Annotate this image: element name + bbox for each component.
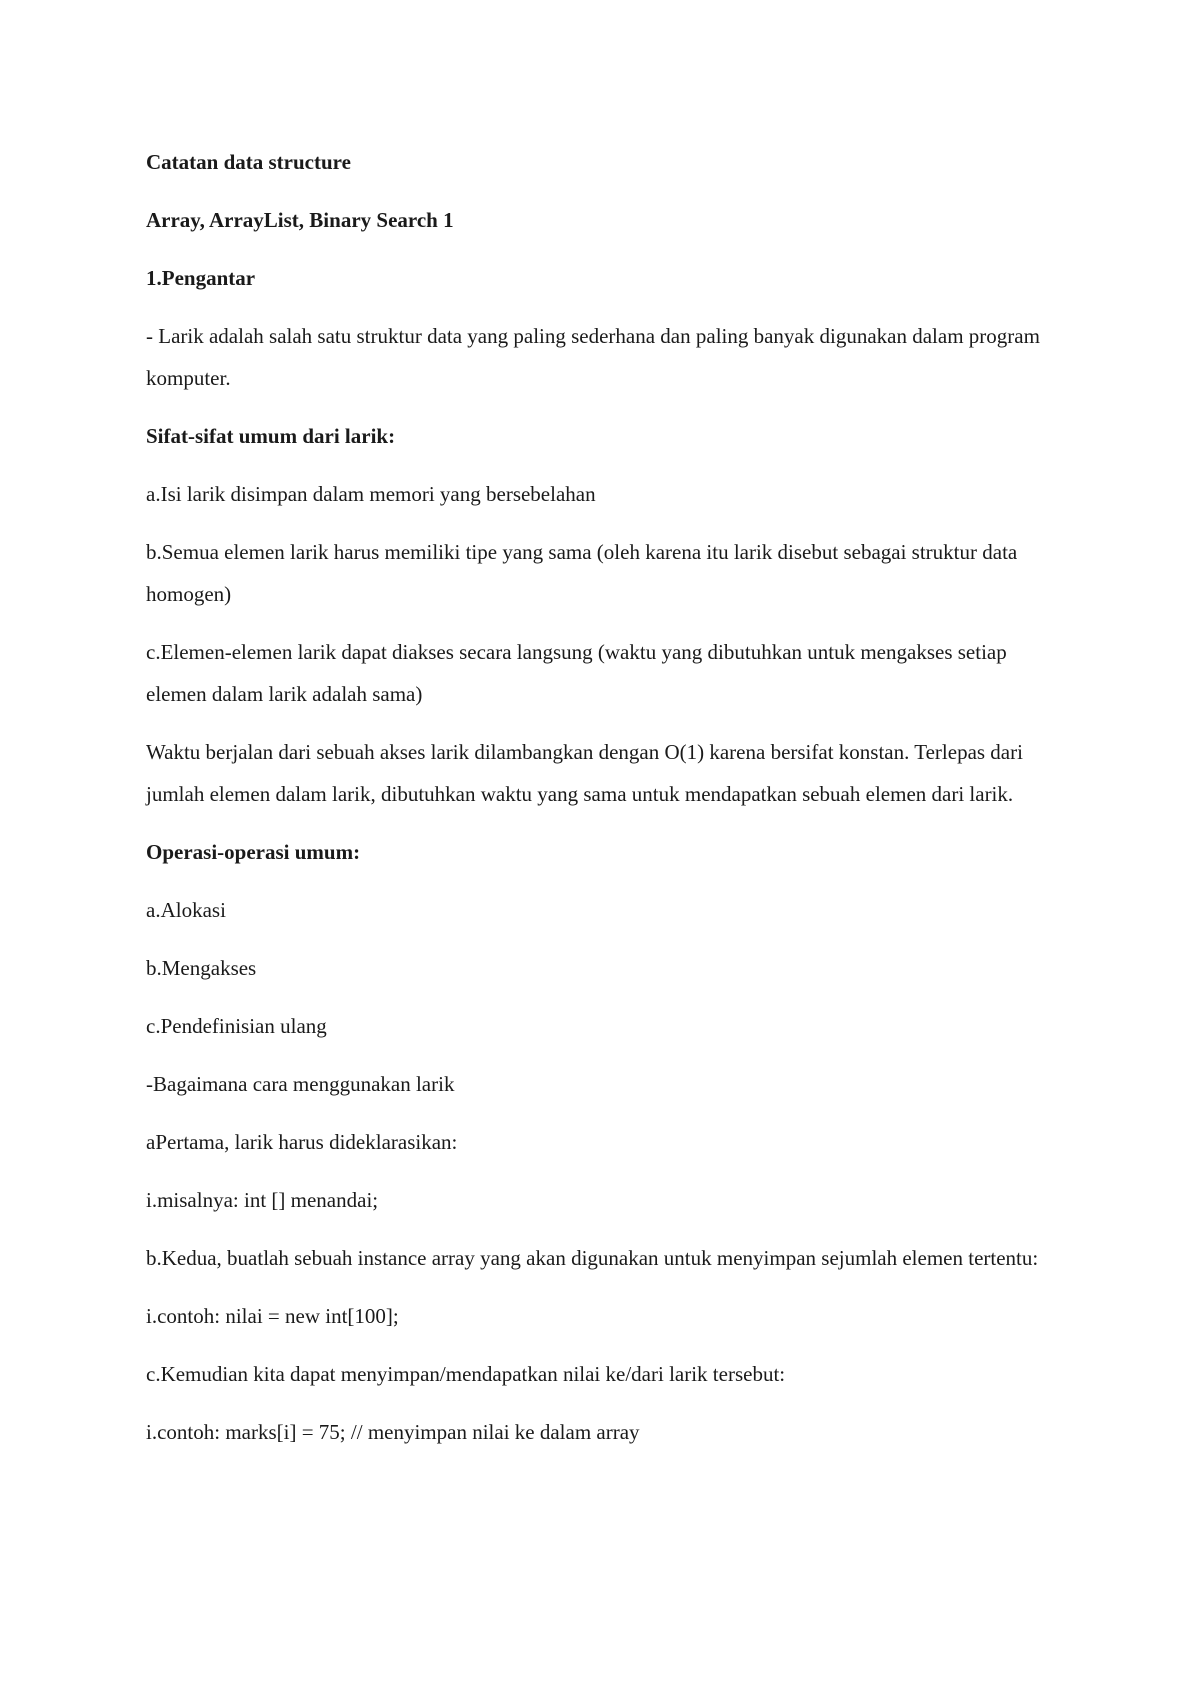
document-subtitle: Array, ArrayList, Binary Search 1 — [146, 208, 454, 232]
runtime-paragraph: Waktu berjalan dari sebuah akses larik dilambangkan dengan O(1) karena bersifat konstan. Terlepas dari jumlah elemen dalam larik, dibutuhkan waktu yang sama untuk mendapatkan sebuah elemen dari larik. — [146, 740, 1023, 806]
operation-item-c: c.Pendefinisian ulang — [146, 1014, 327, 1038]
usage-step-b-example: i.contoh: nilai = new int[100]; — [146, 1304, 399, 1328]
properties-heading: Sifat-sifat umum dari larik: — [146, 424, 396, 448]
document-title: Catatan data structure — [146, 150, 351, 174]
property-item-c: c.Elemen-elemen larik dapat diakses secara langsung (waktu yang dibutuhkan untuk mengakses setiap elemen dalam larik adalah sama) — [146, 640, 1007, 706]
property-item-a: a.Isi larik disimpan dalam memori yang bersebelahan — [146, 482, 596, 506]
usage-step-c: c.Kemudian kita dapat menyimpan/mendapatkan nilai ke/dari larik tersebut: — [146, 1362, 786, 1386]
usage-heading: -Bagaimana cara menggunakan larik — [146, 1072, 455, 1096]
usage-step-c-example: i.contoh: marks[i] = 75; // menyimpan nilai ke dalam array — [146, 1420, 640, 1444]
section-heading-pengantar: 1.Pengantar — [146, 266, 256, 290]
operation-item-a: a.Alokasi — [146, 898, 226, 922]
usage-step-a-example: i.misalnya: int [] menandai; — [146, 1188, 379, 1212]
property-item-b: b.Semua elemen larik harus memiliki tipe yang sama (oleh karena itu larik disebut sebagai struktur data homogen) — [146, 540, 1018, 606]
operation-item-b: b.Mengakses — [146, 956, 257, 980]
intro-paragraph: - Larik adalah salah satu struktur data yang paling sederhana dan paling banyak digunakan dalam program komputer. — [146, 324, 1040, 390]
document-body — [146, 141, 1066, 1469]
operations-heading: Operasi-operasi umum: — [146, 840, 361, 864]
usage-step-a: aPertama, larik harus dideklarasikan: — [146, 1130, 458, 1154]
usage-step-b: b.Kedua, buatlah sebuah instance array yang akan digunakan untuk menyimpan sejumlah elemen tertentu: — [146, 1246, 1039, 1270]
